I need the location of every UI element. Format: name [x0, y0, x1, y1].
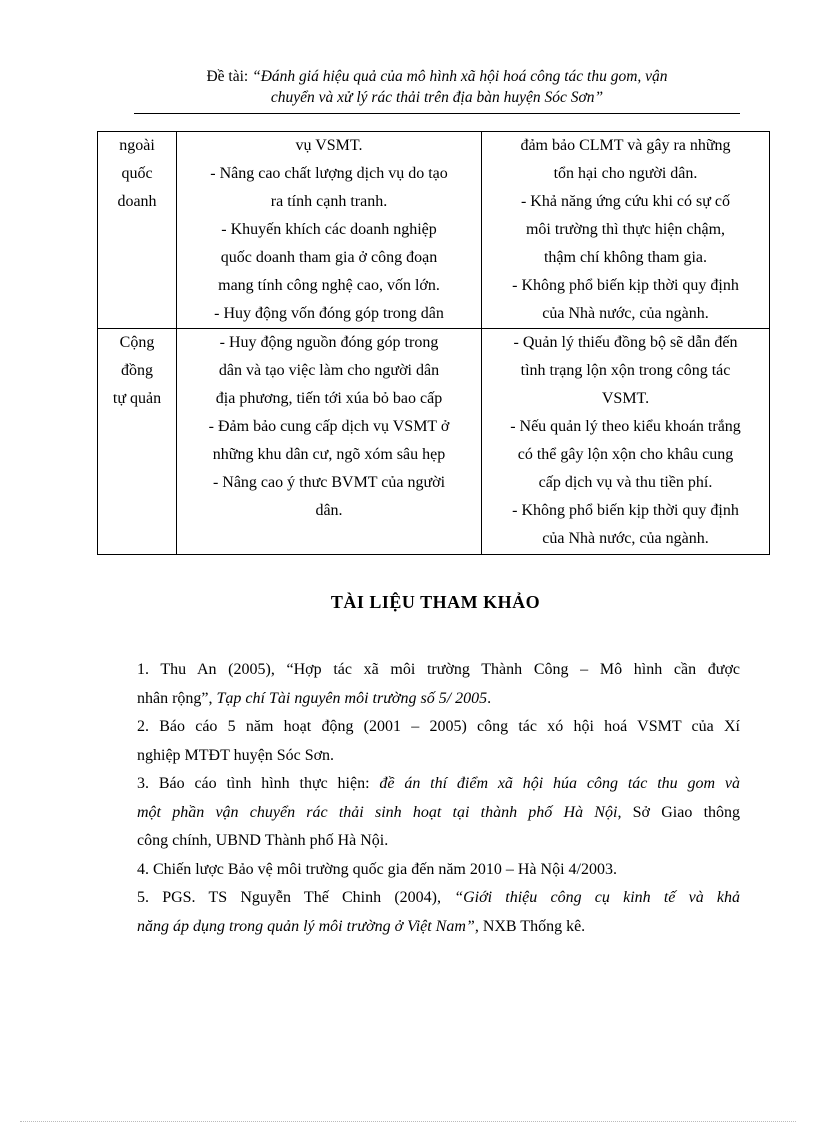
cell-line: cấp dịch vụ và thu tiền phí.	[538, 474, 713, 491]
cell-line: quốc doanh tham gia ở công đoạn	[220, 249, 438, 266]
cell-line: đảm bảo CLMT và gây ra những	[520, 137, 731, 154]
reference-item	[137, 856, 740, 885]
header-line-1	[134, 66, 740, 87]
reference-text: 5. PGS. TS Nguyễn Thế Chinh (2004),	[137, 889, 455, 906]
table-row	[98, 329, 770, 555]
reference-source: đề án thí điểm xã hội húa công tác thu gom và	[379, 775, 740, 792]
reference-line	[137, 742, 740, 771]
page-bottom-divider	[20, 1121, 796, 1122]
reference-text: 4. Chiến lược Bảo vệ môi trường quốc gia đến năm 2010 – Hà Nội 4/2003.	[137, 860, 617, 878]
cell-line: - Quản lý thiếu đồng bộ sẽ dẫn đến	[513, 334, 738, 351]
cell-line: - Đảm bảo cung cấp dịch vụ VSMT ở	[208, 418, 450, 435]
comparison-table	[97, 131, 770, 555]
reference-text: , Sở Giao thông	[617, 803, 741, 821]
cell-line: - Huy động nguồn đóng góp trong	[219, 334, 439, 351]
reference-line	[137, 799, 740, 828]
reference-text: 3. Báo cáo tình hình thực hiện:	[137, 775, 380, 792]
reference-text: 2. Báo cáo 5 năm hoạt động (2001 – 2005) công tác xó hội hoá VSMT của Xí	[137, 718, 740, 735]
header-title-line-1: “Đánh giá hiệu quả của mô hình xã hội hoá công tác thu gom, vận	[252, 68, 668, 85]
header-title-line-2: chuyển và xử lý rác thải trên địa bàn huyện Sóc Sơn”	[270, 89, 604, 106]
reference-source: năng áp dụng trong quản lý môi trường ở Việt Nam”	[137, 917, 475, 935]
table-cell-model	[98, 132, 177, 329]
reference-source: một phần vận chuyển rác thải sinh hoạt tại thành phố Hà Nội	[137, 803, 618, 821]
cell-line: - Nếu quản lý theo kiểu khoán trắng	[510, 418, 741, 435]
reference-text: , NXB Thống kê.	[474, 917, 586, 935]
reference-line	[137, 685, 740, 714]
table-cell-advantages	[177, 132, 482, 329]
cell-line: tự quản	[112, 390, 162, 407]
reference-text: .	[487, 689, 492, 707]
document-header	[134, 66, 740, 108]
reference-source: “Giới thiệu công cụ kinh tế và khả	[454, 889, 741, 906]
reference-item	[137, 656, 740, 713]
reference-text: 1. Thu An (2005), “Hợp tác xã môi trường Thành Công – Mô hình cần được	[137, 661, 740, 678]
header-divider	[134, 113, 740, 114]
cell-line: Cộng	[119, 334, 155, 351]
references-list	[137, 656, 740, 941]
reference-item	[137, 770, 740, 856]
cell-line: ra tính cạnh tranh.	[270, 193, 388, 210]
cell-line: môi trường thì thực hiện chậm,	[525, 221, 726, 238]
reference-line	[137, 856, 740, 885]
cell-line: VSMT.	[601, 390, 650, 407]
cell-line: của Nhà nước, của ngành.	[542, 305, 709, 322]
cell-line: doanh	[117, 193, 157, 210]
cell-line: địa phương, tiến tới xúa bỏ bao cấp	[215, 390, 443, 407]
header-label: Đề tài:	[206, 68, 249, 85]
references-heading: TÀI LIỆU THAM KHẢO	[330, 592, 541, 612]
cell-line: tổn hại cho người dân.	[553, 165, 698, 182]
reference-source: Tạp chí Tài nguyên môi trường số 5/ 2005	[216, 689, 488, 707]
cell-line: - Nâng cao chất lượng dịch vụ do tạo	[210, 165, 448, 182]
reference-line	[137, 827, 740, 856]
cell-line: - Khả năng ứng cứu khi có sự cố	[520, 193, 731, 210]
cell-line: - Huy động vốn đóng góp trong dân	[214, 305, 444, 322]
cell-line: - Khuyến khích các doanh nghiệp	[221, 221, 437, 238]
reference-text: nhân rộng”,	[137, 689, 217, 707]
cell-line: - Nâng cao ý thưc BVMT của người	[212, 474, 446, 491]
table-row	[98, 132, 770, 329]
header-line-2	[134, 87, 740, 108]
cell-line: dân và tạo việc làm cho người dân	[218, 362, 440, 379]
reference-item	[137, 884, 740, 941]
cell-line: vụ VSMT.	[295, 137, 363, 154]
table-cell-advantages	[177, 329, 482, 555]
cell-line: có thể gây lộn xộn cho khâu cung	[517, 446, 734, 463]
table-cell-disadvantages	[482, 329, 770, 555]
cell-line: những khu dân cư, ngõ xóm sâu hẹp	[212, 446, 446, 463]
cell-line: quốc	[121, 165, 153, 182]
reference-text: công chính, UBND Thành phố Hà Nội.	[137, 832, 389, 849]
reference-line	[137, 770, 740, 799]
reference-line	[137, 884, 740, 913]
cell-line: của Nhà nước, của ngành.	[542, 530, 709, 547]
cell-line: ngoài	[119, 137, 155, 154]
cell-line: thậm chí không tham gia.	[543, 249, 708, 266]
table-cell-disadvantages	[482, 132, 770, 329]
reference-line	[137, 656, 740, 685]
cell-line: mang tính công nghệ cao, vốn lớn.	[218, 277, 440, 294]
cell-line: - Không phổ biến kịp thời quy định	[512, 277, 739, 294]
table-cell-model	[98, 329, 177, 555]
reference-text: nghiệp MTĐT huyện Sóc Sơn.	[137, 746, 335, 764]
reference-item	[137, 713, 740, 770]
cell-line: đồng	[121, 362, 153, 379]
cell-line: dân.	[315, 502, 343, 519]
reference-line	[137, 713, 740, 742]
reference-line	[137, 913, 740, 942]
cell-line: tình trạng lộn xộn trong công tác	[520, 362, 731, 379]
cell-line: - Không phổ biến kịp thời quy định	[512, 502, 739, 519]
